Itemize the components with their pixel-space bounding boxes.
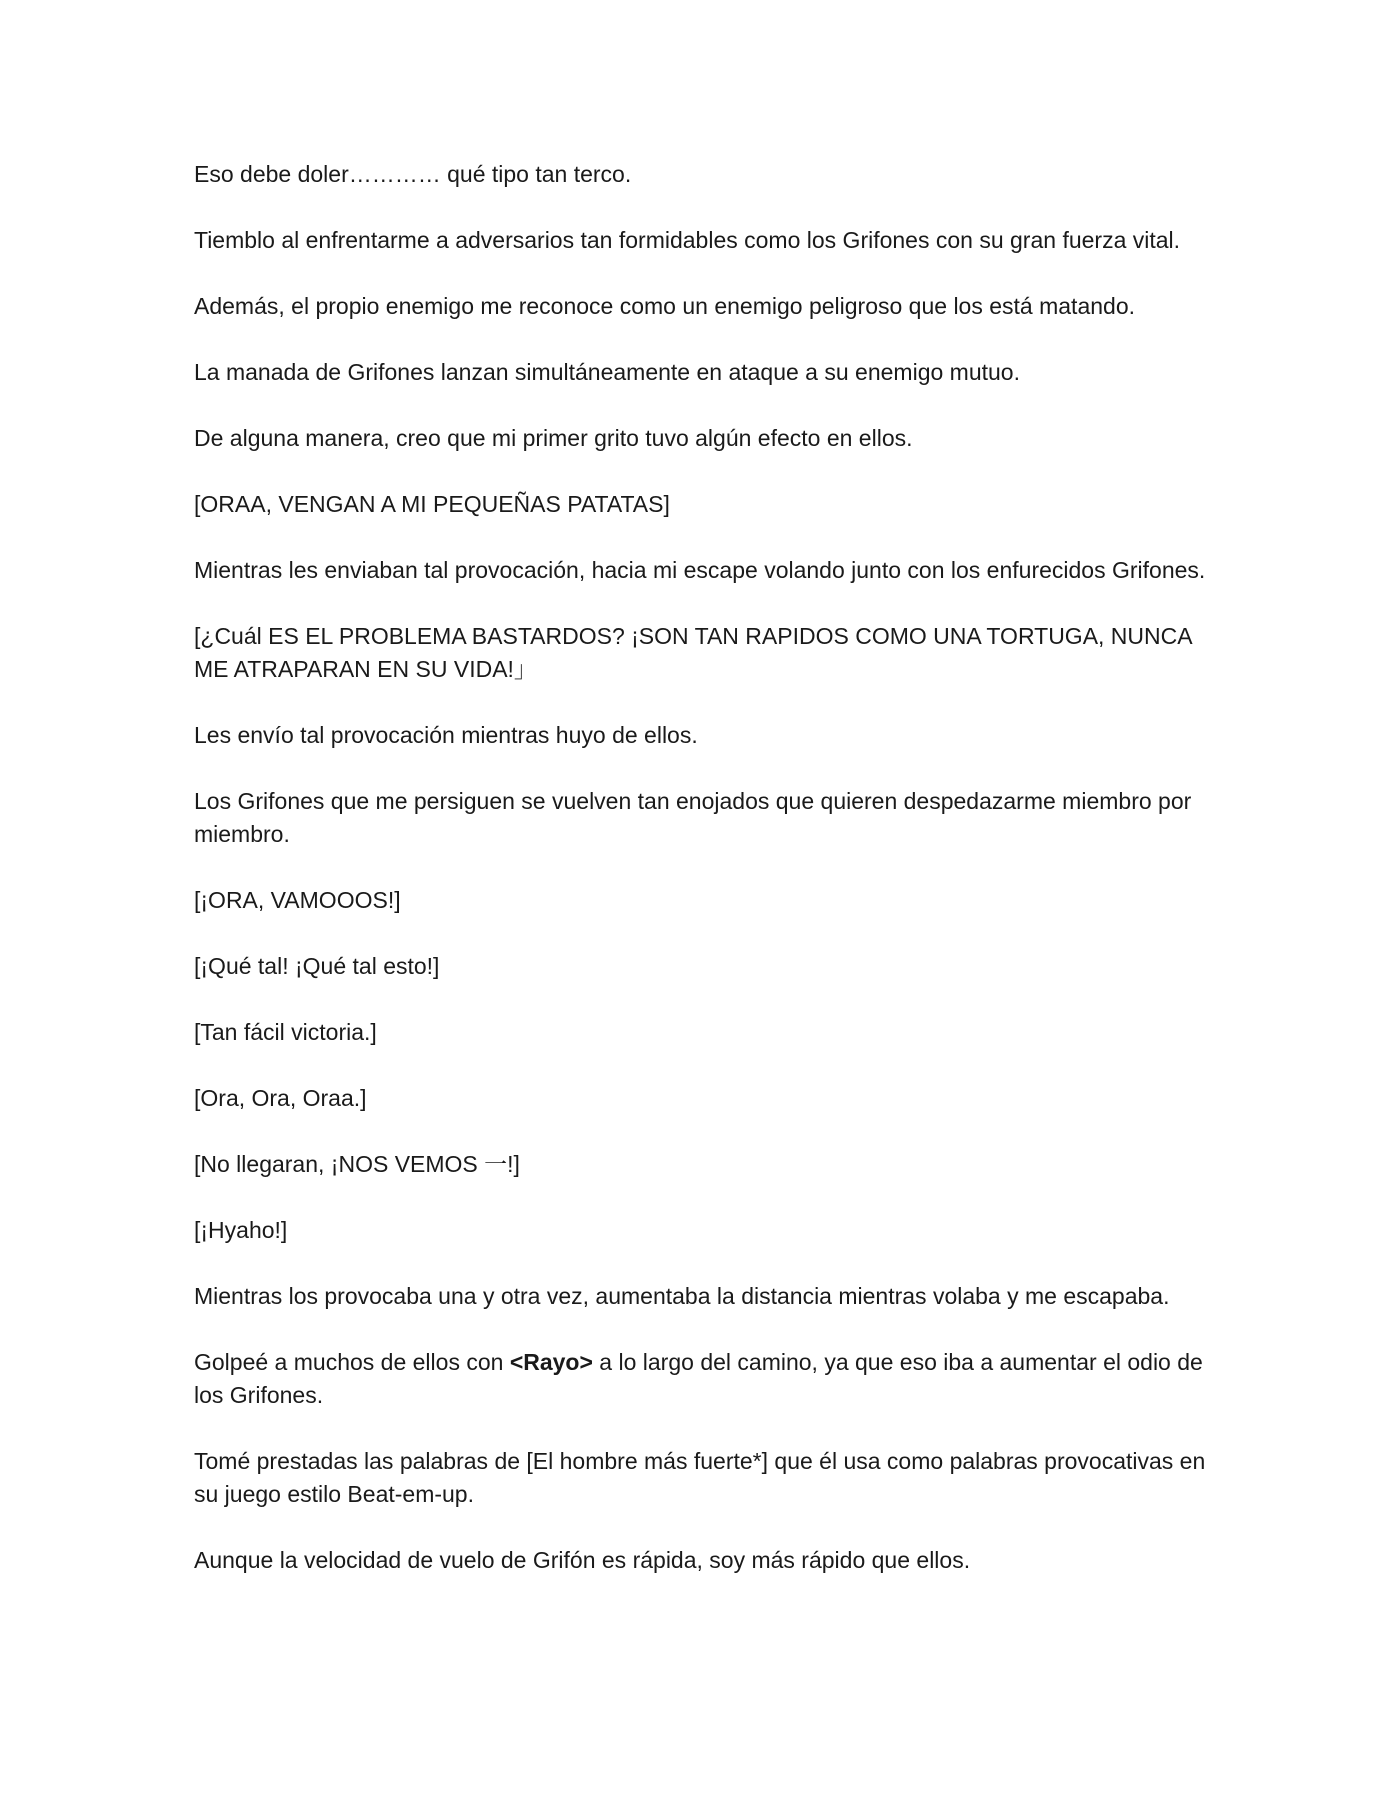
- paragraph: De alguna manera, creo que mi primer grito tuvo algún efecto en ellos.: [194, 425, 913, 451]
- paragraph: Les envío tal provocación mientras huyo de ellos.: [194, 722, 698, 748]
- paragraph-rayo: [194, 1346, 1214, 1412]
- dialogue-line: [Ora, Ora, Oraa.]: [194, 1085, 367, 1111]
- dialogue-line: [No llegaran, ¡NOS VEMOS 一!]: [194, 1151, 520, 1177]
- paragraph: Tomé prestadas las palabras de [El hombre más fuerte*] que él usa como palabras provocativas en su juego estilo Beat-em-up.: [194, 1448, 1206, 1507]
- text-run: Golpeé a muchos de ellos con: [194, 1349, 510, 1375]
- dialogue-line: [¿Cuál ES EL PROBLEMA BASTARDOS? ¡SON TAN RAPIDOS COMO UNA TORTUGA, NUNCA ME ATRAPARAN EN SU VIDA!」: [194, 623, 1192, 682]
- dialogue-line: [¡Hyaho!]: [194, 1217, 288, 1243]
- paragraph: Tiemblo al enfrentarme a adversarios tan formidables como los Grifones con su gran fuerza vital.: [194, 227, 1181, 253]
- dialogue-line: [¡Qué tal! ¡Qué tal esto!]: [194, 953, 440, 979]
- paragraph: Además, el propio enemigo me reconoce como un enemigo peligroso que los está matando.: [194, 293, 1136, 319]
- text-run: a lo largo del camino, ya que eso iba a aumentar el odio de los Grifones.: [194, 1349, 1203, 1408]
- paragraph: Eso debe doler………… qué tipo tan terco.: [194, 161, 632, 187]
- dialogue-line: [¡ORA, VAMOOOS!]: [194, 887, 401, 913]
- skill-name: <Rayo>: [509, 1349, 593, 1375]
- paragraph: La manada de Grifones lanzan simultáneamente en ataque a su enemigo mutuo.: [194, 359, 1020, 385]
- dialogue-line: [ORAA, VENGAN A MI PEQUEÑAS PATATAS]: [194, 491, 670, 517]
- paragraph: Mientras los provocaba una y otra vez, aumentaba la distancia mientras volaba y me escapaba.: [194, 1283, 1170, 1309]
- paragraph: Mientras les enviaban tal provocación, hacia mi escape volando junto con los enfurecidos Grifones.: [194, 557, 1206, 583]
- paragraph: Los Grifones que me persiguen se vuelven tan enojados que quieren despedazarme miembro por miembro.: [194, 788, 1192, 847]
- paragraph: Aunque la velocidad de vuelo de Grifón es rápida, soy más rápido que ellos.: [194, 1547, 971, 1573]
- document-body: [194, 158, 1214, 1610]
- dialogue-line: [Tan fácil victoria.]: [194, 1019, 377, 1045]
